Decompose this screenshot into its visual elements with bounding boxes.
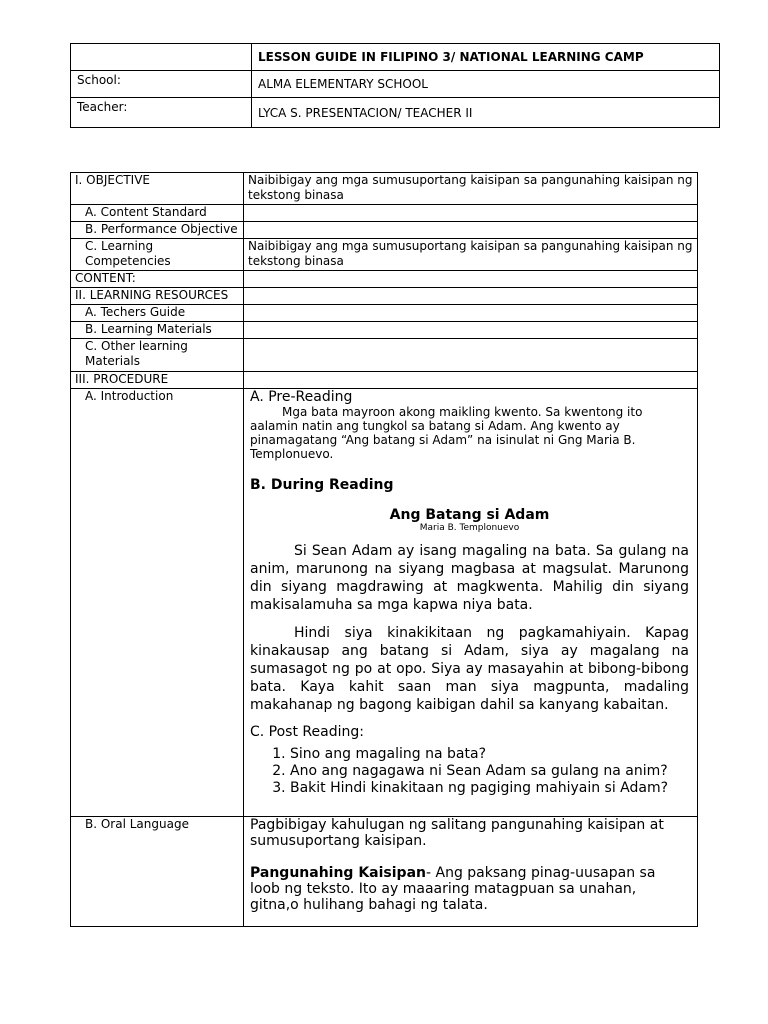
lesson-table bbox=[70, 172, 698, 927]
story-paragraph-2: Hindi siya kinakikitaan ng pagkamahiyain. Kapag kinakausap ang batang si Adam, siya ay magalang na sumasagot ng po at opo. Siya ay masayahin at bibong-bibong bata. Kaya kahit saan man siya magpunta, madaling makahanap ng bagong kaibigan dahil sa kanyang kabaitan. bbox=[250, 625, 689, 713]
question-item: 3. Bakit Hindi kinakitaan ng pagiging mahiyain si Adam? bbox=[290, 780, 689, 797]
school-label: School: bbox=[71, 71, 252, 98]
definition-term: Pangunahing Kaisipan bbox=[250, 865, 426, 881]
header-blank-cell bbox=[71, 44, 252, 71]
oral-language-label: B. Oral Language bbox=[71, 817, 244, 927]
other-learning-materials-label bbox=[71, 339, 244, 372]
objective-value: Naibibigay ang mga sumusuportang kaisipan sa pangunahing kaisipan ng tekstong binasa bbox=[244, 173, 698, 205]
during-reading-heading: B. During Reading bbox=[250, 477, 394, 493]
header-table bbox=[70, 43, 720, 128]
introduction-label: A. Introduction bbox=[71, 389, 244, 817]
content-standard-value bbox=[244, 205, 698, 222]
introduction-content bbox=[244, 389, 698, 817]
content-standard-label: A. Content Standard bbox=[71, 205, 244, 222]
content-value bbox=[244, 271, 698, 288]
performance-objective-label: B. Performance Objective bbox=[71, 222, 244, 239]
pre-reading-text: Mga bata mayroon akong maikling kwento. Sa kwentong ito aalamin natin ang tungkol sa batang si Adam. Ang kwento ay pinamagatang “Ang batang si Adam” na isinulat ni Gng Maria B. Templonuevo. bbox=[250, 405, 643, 461]
post-reading-questions bbox=[250, 746, 689, 797]
post-reading-heading: C. Post Reading: bbox=[250, 724, 364, 740]
other-learning-materials-text: C. Other learning Materials bbox=[85, 339, 188, 368]
oral-language-content bbox=[244, 817, 698, 927]
oral-language-text: Pagbibigay kahulugan ng salitang pangunahing kaisipan at sumusuportang kaisipan. bbox=[250, 817, 664, 849]
techers-guide-value bbox=[244, 305, 698, 322]
question-item: 2. Ano ang nagagawa ni Sean Adam sa gulang na anim? bbox=[290, 763, 689, 780]
learning-materials-label: B. Learning Materials bbox=[71, 322, 244, 339]
story-author: Maria B. Templonuevo bbox=[419, 523, 520, 533]
story-title: Ang Batang si Adam bbox=[389, 507, 550, 523]
learning-resources-value bbox=[244, 288, 698, 305]
techers-guide-label: A. Techers Guide bbox=[71, 305, 244, 322]
learning-resources-label: II. LEARNING RESOURCES bbox=[71, 288, 244, 305]
other-learning-materials-value bbox=[244, 339, 698, 372]
lesson-title: LESSON GUIDE IN FILIPINO 3/ NATIONAL LEARNING CAMP bbox=[252, 44, 720, 71]
teacher-value: LYCA S. PRESENTACION/ TEACHER II bbox=[252, 98, 720, 128]
learning-competencies-value: Naibibigay ang mga sumusuportang kaisipan sa pangunahing kaisipan ng tekstong binasa bbox=[244, 239, 698, 271]
content-label: CONTENT: bbox=[71, 271, 244, 288]
learning-materials-value bbox=[244, 322, 698, 339]
question-item: 1. Sino ang magaling na bata? bbox=[290, 746, 689, 763]
procedure-label: III. PROCEDURE bbox=[71, 372, 244, 389]
story-paragraph-1: Si Sean Adam ay isang magaling na bata. Sa gulang na anim, marunong na siyang magbasa at magsulat. Marunong din siyang magdrawing at magkwenta. Mahilig din siyang makisalamuha sa mga kapwa niya bata. bbox=[250, 543, 689, 613]
performance-objective-value bbox=[244, 222, 698, 239]
teacher-label: Teacher: bbox=[71, 98, 252, 128]
definition-text: - Ang paksang pinag-uusapan sa loob ng teksto. Ito ay maaaring matagpuan sa unahan, gitna,o hulihang bahagi ng talata. bbox=[250, 865, 656, 913]
objective-label: I. OBJECTIVE bbox=[71, 173, 244, 205]
learning-competencies-label: C. Learning Competencies bbox=[71, 239, 244, 271]
school-value: ALMA ELEMENTARY SCHOOL bbox=[252, 71, 720, 98]
pre-reading-heading: A. Pre-Reading bbox=[250, 389, 353, 405]
oral-language-definition bbox=[250, 865, 689, 913]
procedure-value bbox=[244, 372, 698, 389]
